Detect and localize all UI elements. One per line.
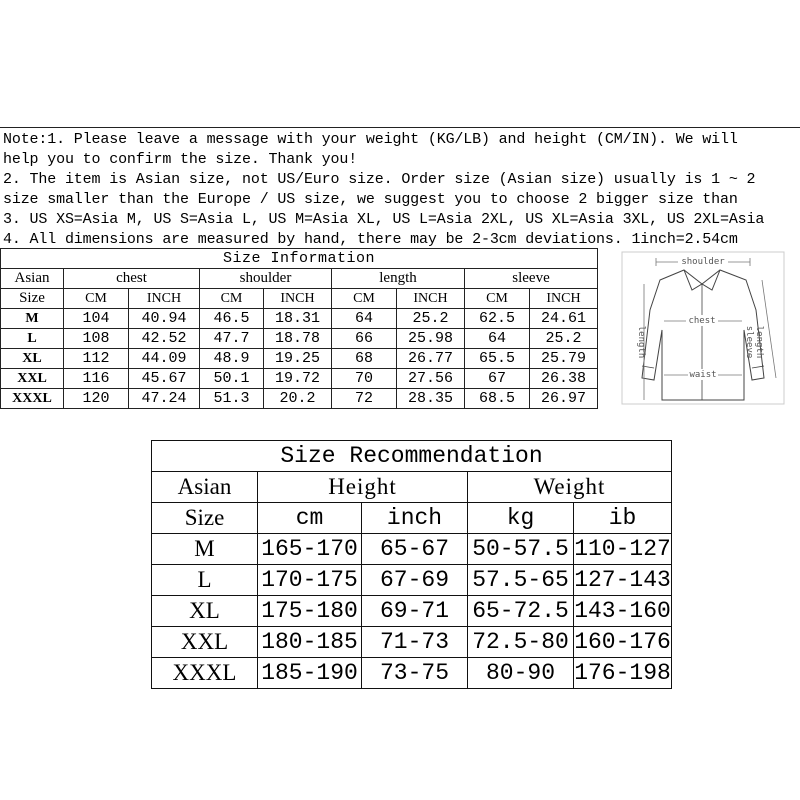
waist-label: waist — [689, 370, 717, 380]
unit-header: INCH — [397, 289, 465, 309]
value-cell: 20.2 — [264, 389, 332, 409]
group-sleeve: sleeve — [465, 269, 598, 289]
value-cell: 116 — [64, 369, 129, 389]
value-cell: 110-127 — [574, 534, 672, 565]
size-cell: L — [1, 329, 64, 349]
value-cell: 120 — [64, 389, 129, 409]
value-cell: 71-73 — [362, 627, 468, 658]
unit-header: INCH — [264, 289, 332, 309]
value-cell: 65-72.5 — [468, 596, 574, 627]
value-cell: 68.5 — [465, 389, 530, 409]
value-cell: 67 — [465, 369, 530, 389]
value-cell: 69-71 — [362, 596, 468, 627]
group-length: length — [332, 269, 465, 289]
table-row — [1, 309, 598, 329]
value-cell: 64 — [332, 309, 397, 329]
value-cell: 50-57.5 — [468, 534, 574, 565]
value-cell: 51.3 — [200, 389, 264, 409]
size-cell: XXXL — [152, 658, 258, 689]
size-recommendation-table — [151, 440, 672, 689]
chest-label: chest — [688, 316, 716, 326]
notes-block — [0, 127, 800, 247]
value-cell: 44.09 — [129, 349, 200, 369]
value-cell: 143-160 — [574, 596, 672, 627]
unit-header: CM — [200, 289, 264, 309]
value-cell: 48.9 — [200, 349, 264, 369]
value-cell: 104 — [64, 309, 129, 329]
unit-header: kg — [468, 503, 574, 534]
value-cell: 25.98 — [397, 329, 465, 349]
size-cell: XXL — [1, 369, 64, 389]
value-cell: 165-170 — [258, 534, 362, 565]
value-cell: 62.5 — [465, 309, 530, 329]
unit-header: INCH — [530, 289, 598, 309]
size-recommendation-title: Size Recommendation — [152, 441, 672, 472]
value-cell: 180-185 — [258, 627, 362, 658]
table-row — [1, 349, 598, 369]
size-information-title: Size Information — [1, 249, 598, 269]
size-cell: XXXL — [1, 389, 64, 409]
value-cell: 18.78 — [264, 329, 332, 349]
value-cell: 72.5-80 — [468, 627, 574, 658]
value-cell: 46.5 — [200, 309, 264, 329]
size-cell: M — [152, 534, 258, 565]
unit-header: INCH — [129, 289, 200, 309]
value-cell: 40.94 — [129, 309, 200, 329]
value-cell: 64 — [465, 329, 530, 349]
note-line: 2. The item is Asian size, not US/Euro size. Order size (Asian size) usually is 1 ~ 2 — [3, 171, 756, 188]
value-cell: 27.56 — [397, 369, 465, 389]
value-cell: 112 — [64, 349, 129, 369]
value-cell: 19.25 — [264, 349, 332, 369]
height-header: Height — [258, 472, 468, 503]
table-row — [152, 596, 672, 627]
value-cell: 185-190 — [258, 658, 362, 689]
table-row — [152, 534, 672, 565]
value-cell: 24.61 — [530, 309, 598, 329]
value-cell: 108 — [64, 329, 129, 349]
value-cell: 70 — [332, 369, 397, 389]
value-cell: 47.7 — [200, 329, 264, 349]
value-cell: 50.1 — [200, 369, 264, 389]
shirt-diagram-icon — [604, 250, 800, 420]
shirt-measurement-diagram — [604, 250, 800, 420]
unit-header: CM — [64, 289, 129, 309]
group-chest: chest — [64, 269, 200, 289]
value-cell: 72 — [332, 389, 397, 409]
value-cell: 80-90 — [468, 658, 574, 689]
value-cell: 25.2 — [397, 309, 465, 329]
unit-header: cm — [258, 503, 362, 534]
size-cell: L — [152, 565, 258, 596]
size-label: Size — [152, 503, 258, 534]
size-cell: XL — [152, 596, 258, 627]
group-shoulder: shoulder — [200, 269, 332, 289]
note-line: help you to confirm the size. Thank you! — [3, 151, 358, 168]
length-label: length — [636, 325, 646, 359]
value-cell: 170-175 — [258, 565, 362, 596]
asian-label: Asian — [152, 472, 258, 503]
sleeve-length-label: length — [754, 325, 764, 359]
value-cell: 176-198 — [574, 658, 672, 689]
size-label: Size — [1, 289, 64, 309]
note-line: size smaller than the Europe / US size, we suggest you to choose 2 bigger size than — [3, 191, 738, 208]
unit-header: ib — [574, 503, 672, 534]
table-row — [152, 565, 672, 596]
sleeve-label: sleeve — [744, 325, 754, 359]
note-line: 3. US XS=Asia M, US S=Asia L, US M=Asia XL, US L=Asia 2XL, US XL=Asia 3XL, US 2XL=Asia — [3, 211, 765, 228]
unit-header: CM — [332, 289, 397, 309]
note-line: 4. All dimensions are measured by hand, there may be 2-3cm deviations. 1inch=2.54cm — [3, 231, 738, 248]
table-row — [1, 369, 598, 389]
value-cell: 45.67 — [129, 369, 200, 389]
table-row — [152, 627, 672, 658]
value-cell: 26.97 — [530, 389, 598, 409]
size-cell: M — [1, 309, 64, 329]
table-row — [1, 389, 598, 409]
value-cell: 26.77 — [397, 349, 465, 369]
value-cell: 57.5-65 — [468, 565, 574, 596]
note-line: Note:1. Please leave a message with your weight (KG/LB) and height (CM/IN). We will — [3, 131, 738, 148]
value-cell: 25.79 — [530, 349, 598, 369]
value-cell: 42.52 — [129, 329, 200, 349]
table-row — [152, 658, 672, 689]
value-cell: 19.72 — [264, 369, 332, 389]
value-cell: 47.24 — [129, 389, 200, 409]
value-cell: 26.38 — [530, 369, 598, 389]
value-cell: 66 — [332, 329, 397, 349]
value-cell: 65.5 — [465, 349, 530, 369]
value-cell: 67-69 — [362, 565, 468, 596]
value-cell: 73-75 — [362, 658, 468, 689]
value-cell: 25.2 — [530, 329, 598, 349]
asian-label: Asian — [1, 269, 64, 289]
value-cell: 28.35 — [397, 389, 465, 409]
table-row — [1, 329, 598, 349]
weight-header: Weight — [468, 472, 672, 503]
size-information-table — [0, 248, 598, 409]
size-cell: XXL — [152, 627, 258, 658]
value-cell: 65-67 — [362, 534, 468, 565]
size-cell: XL — [1, 349, 64, 369]
unit-header: CM — [465, 289, 530, 309]
unit-header: inch — [362, 503, 468, 534]
value-cell: 127-143 — [574, 565, 672, 596]
value-cell: 160-176 — [574, 627, 672, 658]
value-cell: 175-180 — [258, 596, 362, 627]
shoulder-label: shoulder — [681, 257, 725, 267]
value-cell: 18.31 — [264, 309, 332, 329]
value-cell: 68 — [332, 349, 397, 369]
